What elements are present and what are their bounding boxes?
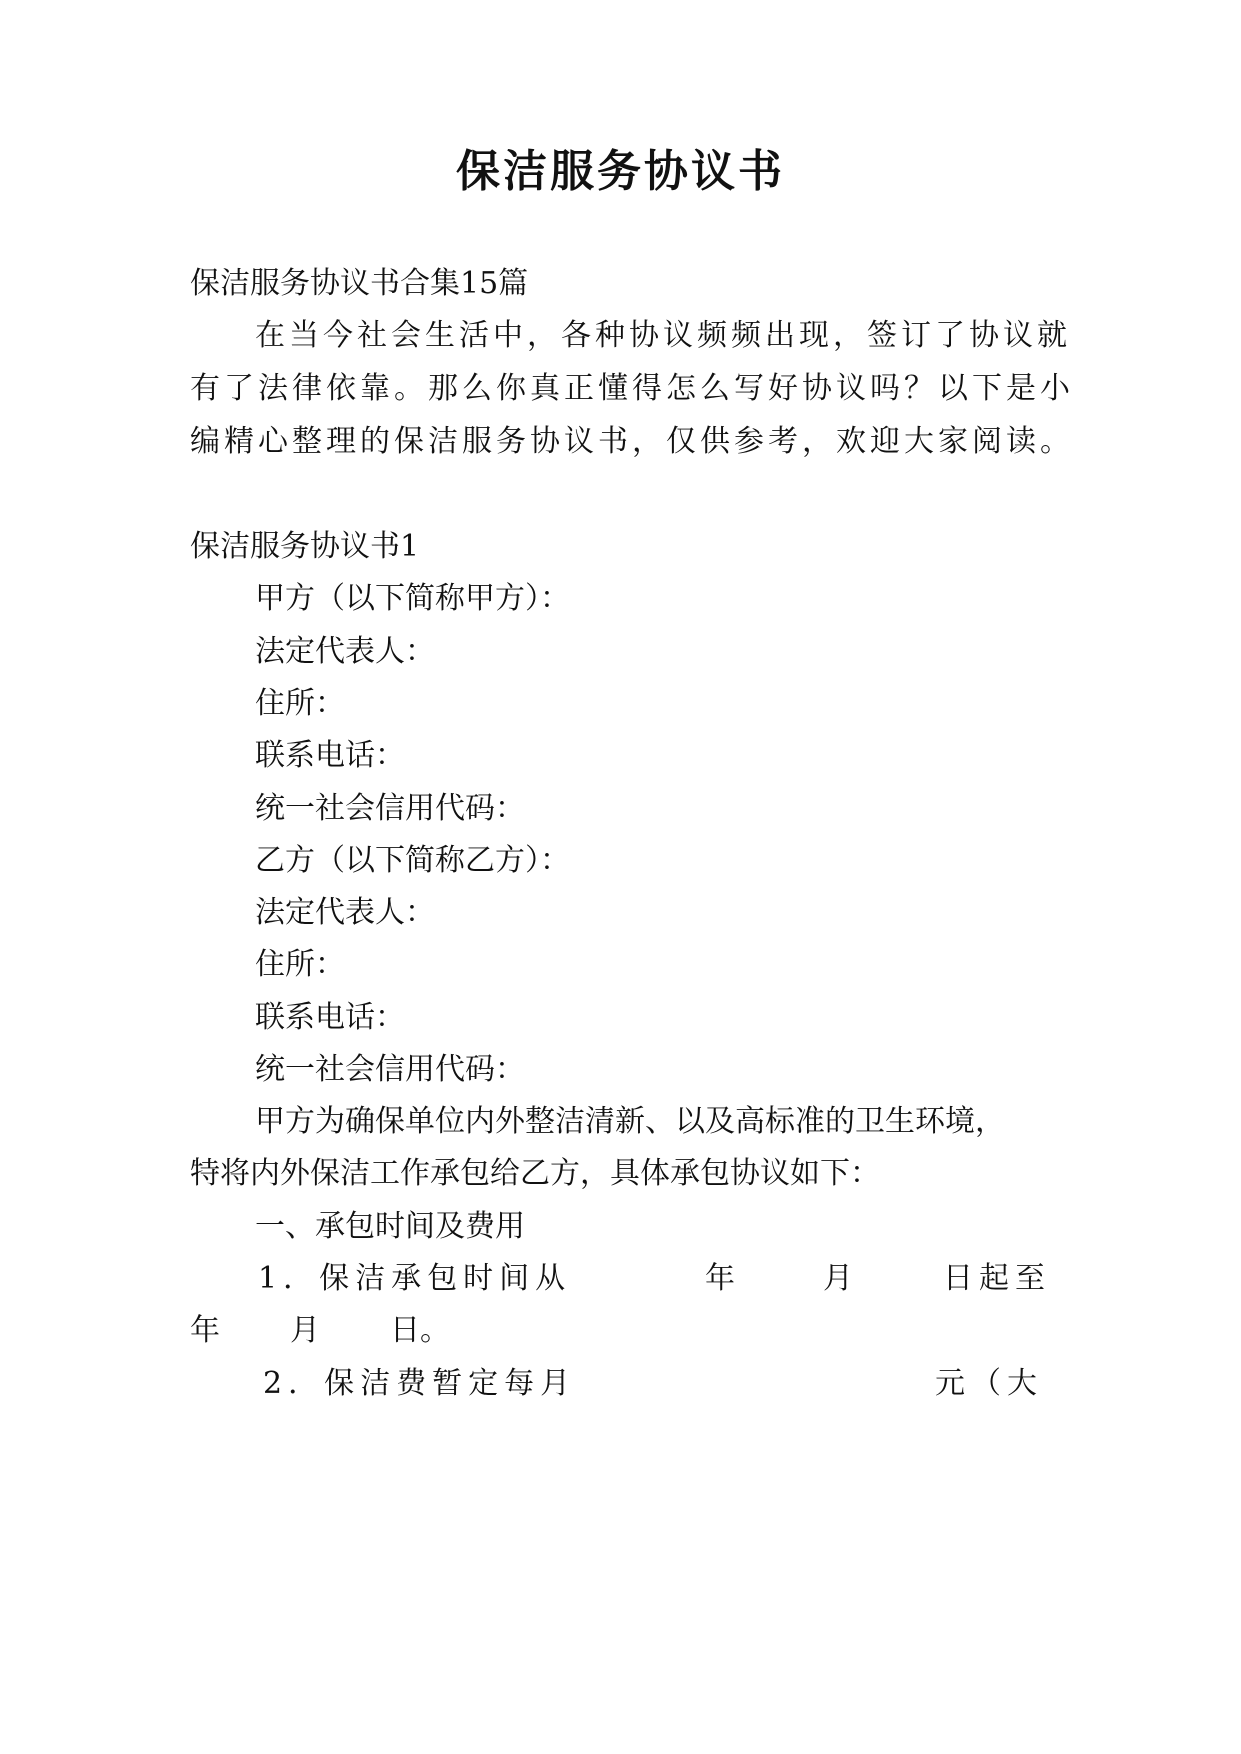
clause-1-heading: 一、承包时间及费用 — [255, 1209, 525, 1244]
item-1-month-2: 月 — [290, 1313, 320, 1348]
item-1-month: 月 — [823, 1261, 853, 1296]
intro-line-3: 编精心整理的保洁服务协议书，仅供参考，欢迎大家阅读。 — [190, 424, 1074, 459]
item-1-year: 年 — [705, 1261, 735, 1296]
item-2-label: 2．保洁费暂定每月 — [263, 1366, 577, 1401]
party-a-phone: 联系电话： — [255, 738, 405, 773]
item-1-day-from: 日起至 — [943, 1261, 1051, 1296]
party-a-credit-code: 统一社会信用代码： — [255, 791, 525, 826]
party-b-phone: 联系电话： — [255, 1000, 405, 1035]
collection-title: 保洁服务协议书合集15篇 — [190, 266, 529, 301]
party-a-address: 住所： — [255, 686, 345, 721]
party-a-rep: 法定代表人： — [255, 634, 435, 669]
item-1-label: 1．保洁承包时间从 — [258, 1261, 572, 1296]
party-b-credit-code: 统一社会信用代码： — [255, 1052, 525, 1087]
item-2-unit: 元（大 — [935, 1366, 1043, 1401]
item-1-day-2: 日。 — [390, 1313, 450, 1348]
purpose-line-1: 甲方为确保单位内外整洁清新、以及高标准的卫生环境， — [255, 1104, 1005, 1139]
section-heading: 保洁服务协议书1 — [190, 529, 420, 564]
document-title: 保洁服务协议书 — [456, 146, 785, 197]
party-a-label: 甲方（以下简称甲方）： — [255, 581, 570, 616]
intro-line-2: 有了法律依靠。那么你真正懂得怎么写好协议吗？以下是小 — [190, 371, 1074, 406]
party-b-label: 乙方（以下简称乙方）： — [255, 843, 570, 878]
intro-line-1: 在当今社会生活中，各种协议频频出现，签订了协议就 — [255, 318, 1071, 353]
party-b-rep: 法定代表人： — [255, 895, 435, 930]
party-b-address: 住所： — [255, 947, 345, 982]
purpose-line-2: 特将内外保洁工作承包给乙方，具体承包协议如下： — [190, 1156, 880, 1191]
item-1-year-2: 年 — [190, 1313, 220, 1348]
